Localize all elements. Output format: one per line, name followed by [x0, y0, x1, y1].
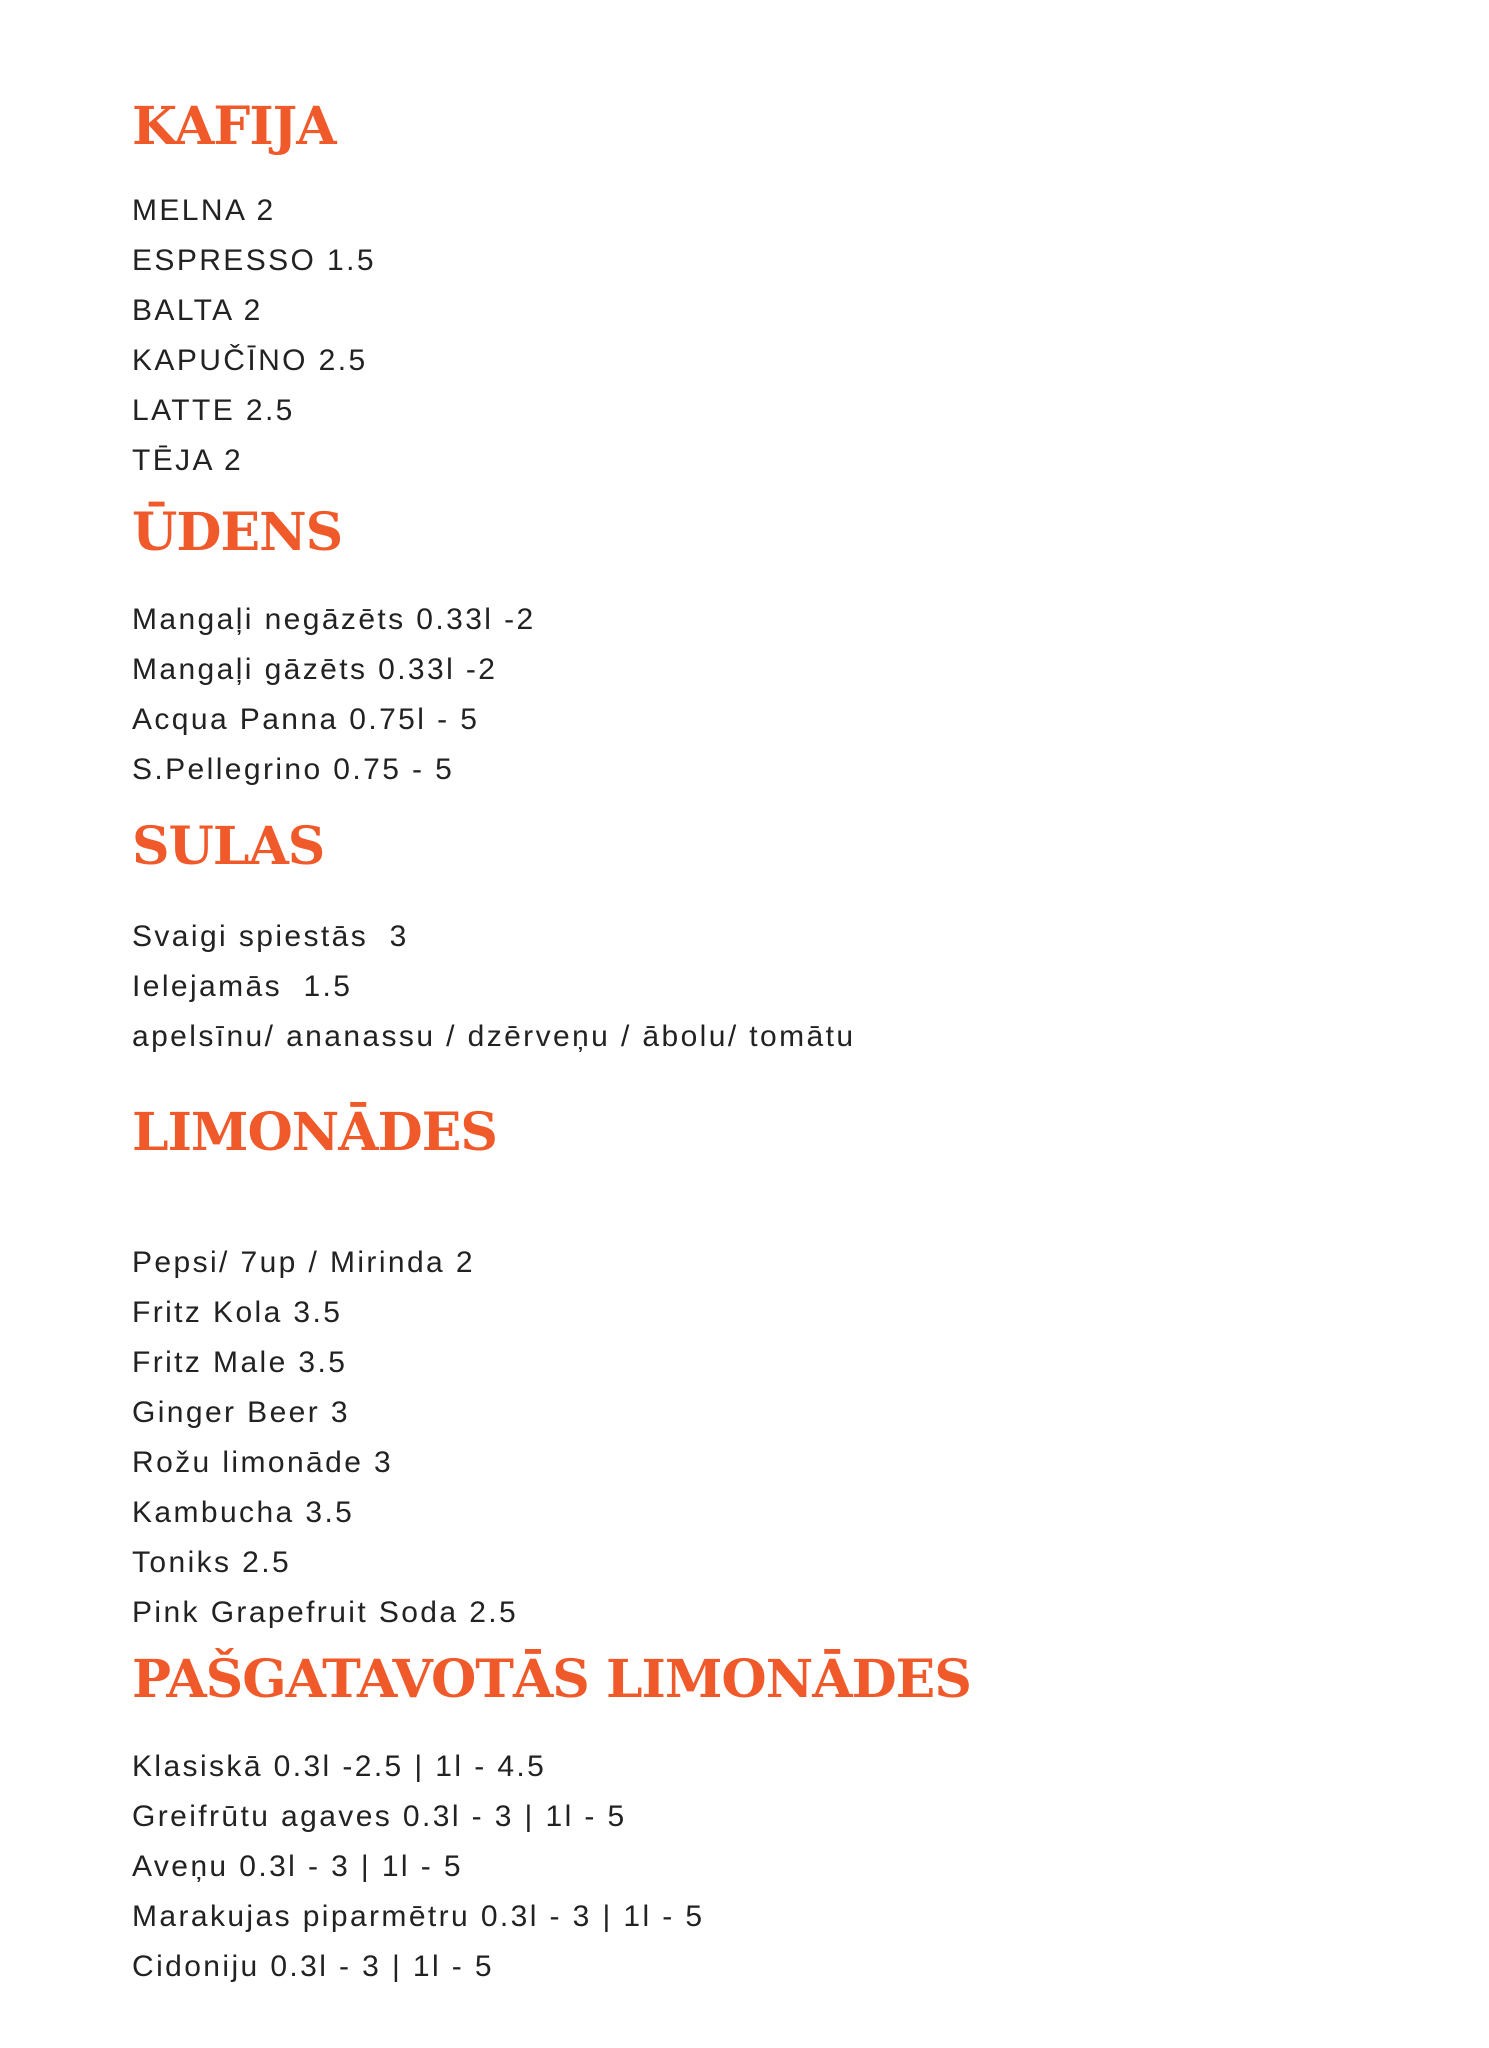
item-list-pasgatavotas-limonades — [132, 1742, 1382, 1992]
item-list-kafija — [132, 186, 1382, 486]
menu-item: Klasiskā 0.3l -2.5 | 1l - 4.5 — [132, 1750, 547, 1783]
section-title-limonades: LIMONĀDES — [132, 1102, 497, 1163]
menu-item: Aveņu 0.3l - 3 | 1l - 5 — [132, 1850, 463, 1883]
menu-item: Svaigi spiestās 3 — [132, 920, 409, 953]
menu-item: Mangaļi negāzēts 0.33l -2 — [132, 603, 536, 636]
menu-item: Cidoniju 0.3l - 3 | 1l - 5 — [132, 1950, 495, 1983]
section-pasgatavotas-limonades — [132, 1649, 1382, 1992]
menu-item: Toniks 2.5 — [132, 1546, 292, 1579]
menu-item: MELNA 2 — [132, 194, 276, 227]
section-title-kafija: KAFIJA — [132, 96, 336, 157]
section-kafija — [132, 96, 1382, 486]
section-udens — [132, 502, 1382, 795]
section-sulas — [132, 816, 1382, 1062]
menu-item: Pepsi/ 7up / Mirinda 2 — [132, 1246, 475, 1279]
section-title-pasgatavotas-limonades: PAŠGATAVOTĀS LIMONĀDES — [132, 1649, 971, 1710]
menu-item: Acqua Panna 0.75l - 5 — [132, 703, 480, 736]
section-limonades — [132, 1102, 1382, 1638]
menu-item: Fritz Kola 3.5 — [132, 1296, 343, 1329]
menu-item: Greifrūtu agaves 0.3l - 3 | 1l - 5 — [132, 1800, 627, 1833]
menu-item: Kambucha 3.5 — [132, 1496, 355, 1529]
section-title-sulas: SULAS — [132, 816, 325, 877]
menu-item: Mangaļi gāzēts 0.33l -2 — [132, 653, 498, 686]
menu-item: apelsīnu/ ananassu / dzērveņu / ābolu/ tomātu — [132, 1020, 856, 1053]
section-title-udens: ŪDENS — [132, 502, 343, 563]
menu-item: Ginger Beer 3 — [132, 1396, 350, 1429]
menu-item: Pink Grapefruit Soda 2.5 — [132, 1596, 519, 1629]
menu-item: BALTA 2 — [132, 294, 263, 327]
menu-item: TĒJA 2 — [132, 444, 244, 477]
menu-item: Rožu limonāde 3 — [132, 1446, 394, 1479]
menu-item: Fritz Male 3.5 — [132, 1346, 348, 1379]
menu-item: Marakujas piparmētru 0.3l - 3 | 1l - 5 — [132, 1900, 705, 1933]
item-list-sulas — [132, 912, 1382, 1062]
menu-item: S.Pellegrino 0.75 - 5 — [132, 753, 455, 786]
item-list-limonades — [132, 1238, 1382, 1638]
menu-item: KAPUČĪNO 2.5 — [132, 344, 368, 377]
menu-item: Ielejamās 1.5 — [132, 970, 353, 1003]
menu-item: ESPRESSO 1.5 — [132, 244, 376, 277]
item-list-udens — [132, 595, 1382, 795]
menu-item: LATTE 2.5 — [132, 394, 295, 427]
